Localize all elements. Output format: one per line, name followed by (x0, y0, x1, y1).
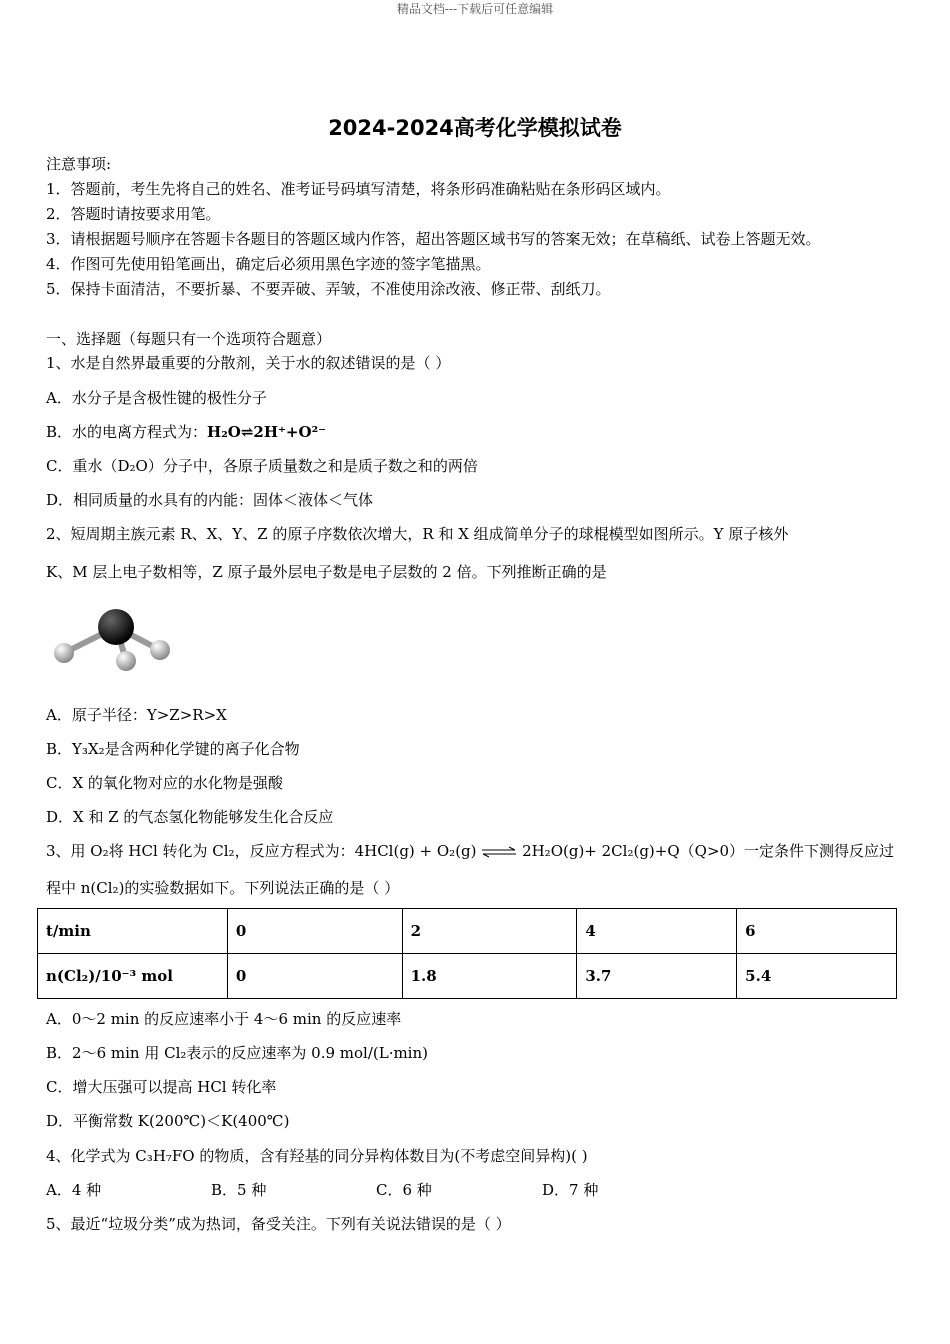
q2-stem-line1: 2、短周期主族元素 R、X、Y、Z 的原子序数依次增大，R 和 X 组成简单分子的球棍模型如图所示。Y 原子核外 (46, 525, 789, 543)
table-cell: 6 (737, 909, 897, 954)
notice-item-5: 5．保持卡面清洁，不要折暴、不要弄破、弄皱，不准使用涂改液、修正带、刮纸刀。 (46, 280, 611, 298)
notice-heading: 注意事项: (46, 155, 112, 173)
q1-option-c: C．重水（D₂O）分子中，各原子质量数之和是质子数之和的两倍 (46, 457, 478, 475)
q2-option-a: A．原子半径：Y>Z>R>X (46, 706, 227, 724)
table-cell: t/min (38, 909, 228, 954)
table-cell: n(Cl₂)/10⁻³ mol (38, 954, 228, 999)
q3-option-d: D．平衡常数 K(200℃)＜K(400℃) (46, 1112, 290, 1130)
q5-stem: 5、最近“垃圾分类”成为热词，备受关注。下列有关说法错误的是（ ） (46, 1215, 511, 1233)
q3-option-a: A．0～2 min 的反应速率小于 4～6 min 的反应速率 (46, 1010, 402, 1028)
q1-stem: 1、水是自然界最重要的分散剂，关于水的叙述错误的是（ ） (46, 354, 451, 372)
notice-item-4: 4．作图可先使用铅笔画出，确定后必须用黑色字迹的签字笔描黑。 (46, 255, 491, 273)
page-header-watermark: 精品文档---下载后可任意编辑 (396, 2, 554, 16)
notice-item-1: 1．答题前，考生先将自己的姓名、准考证号码填写清楚，将条形码准确粘贴在条形码区域内。 (46, 180, 671, 198)
q4-option-b: B．5 种 (211, 1181, 267, 1199)
q1-option-a: A．水分子是含极性键的极性分子 (46, 389, 267, 407)
equilibrium-arrow-icon (481, 846, 517, 858)
q3-stem-line1 (46, 840, 894, 861)
q3-option-c: C．增大压强可以提高 HCl 转化率 (46, 1078, 277, 1096)
q4-option-d: D．7 种 (542, 1181, 599, 1199)
notice-item-3: 3．请根据题号顺序在答题卡各题目的答题区域内作答，超出答题区域书写的答案无效；在草稿纸、试卷上答题无效。 (46, 230, 821, 248)
q2-option-d: D．X 和 Z 的气态氢化物能够发生化合反应 (46, 808, 334, 826)
q1-option-b-formula: H₂O⇌2H⁺+O²⁻ (207, 423, 327, 441)
q2-option-b: B．Y₃X₂是含两种化学键的离子化合物 (46, 740, 300, 758)
ball-stick-molecule-image (48, 603, 178, 678)
q4-stem: 4、化学式为 C₃H₇FO 的物质，含有羟基的同分异构体数目为(不考虑空间异构)( ) (46, 1147, 588, 1165)
q4-option-c: C．6 种 (376, 1181, 432, 1199)
section-heading: 一、选择题（每题只有一个选项符合题意） (46, 330, 332, 348)
table-cell: 2 (402, 909, 577, 954)
table-row (38, 909, 897, 954)
table-row (38, 954, 897, 999)
q2-stem-line2: K、M 层上电子数相等，Z 原子最外层电子数是电子层数的 2 倍。下列推断正确的是 (46, 563, 607, 581)
q3-option-b: B．2～6 min 用 Cl₂表示的反应速率为 0.9 mol/(L·min) (46, 1044, 428, 1062)
page-title: 2024-2024高考化学模拟试卷 (328, 116, 622, 140)
q4-option-a: A．4 种 (46, 1181, 102, 1199)
q3-equation-right: 2H₂O(g)+ 2Cl₂(g)+Q（Q>0）一定条件下测得反应过 (522, 842, 895, 860)
q3-data-table (37, 908, 897, 999)
table-cell: 0 (227, 909, 402, 954)
q1-option-d: D．相同质量的水具有的内能：固体＜液体＜气体 (46, 491, 374, 509)
table-cell: 3.7 (577, 954, 737, 999)
q1-option-b-prefix: B．水的电离方程式为： (46, 423, 208, 441)
q1-option-b (46, 421, 326, 442)
q3-stem-line2: 程中 n(Cl₂)的实验数据如下。下列说法正确的是（ ） (46, 879, 400, 897)
table-cell: 1.8 (402, 954, 577, 999)
table-cell: 4 (577, 909, 737, 954)
q2-option-c: C．X 的氧化物对应的水化物是强酸 (46, 774, 283, 792)
table-cell: 5.4 (737, 954, 897, 999)
table-cell: 0 (227, 954, 402, 999)
q3-equation-left: 3、用 O₂将 HCl 转化为 Cl₂，反应方程式为：4HCl(g) + O₂(g) (46, 842, 477, 860)
notice-item-2: 2．答题时请按要求用笔。 (46, 205, 221, 223)
